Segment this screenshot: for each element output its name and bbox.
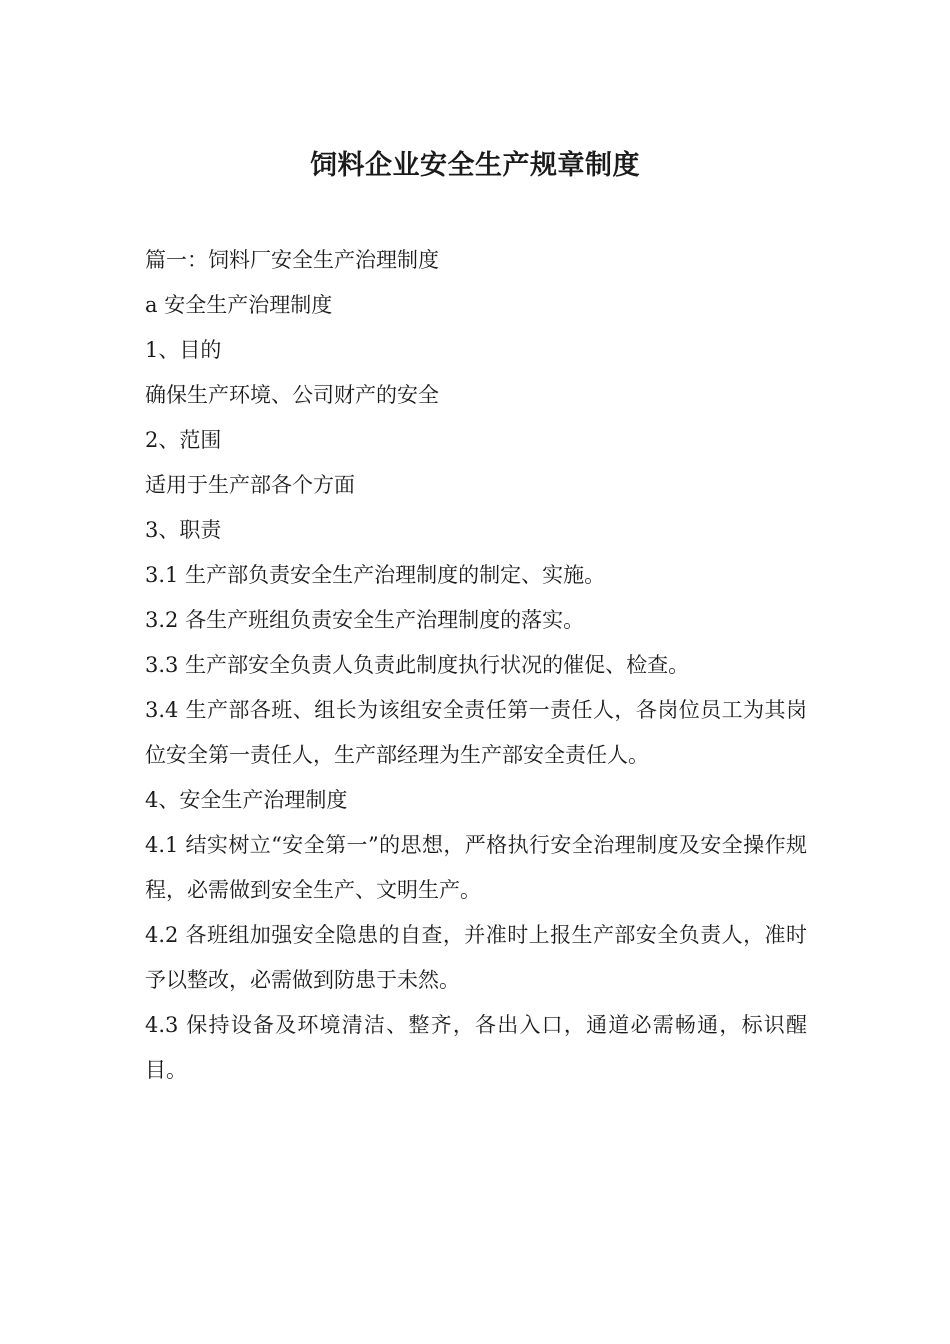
paragraph-item-1-text: 确保生产环境、公司财产的安全 bbox=[145, 383, 439, 407]
paragraph-item-2-heading: 2、范围 bbox=[145, 428, 222, 452]
paragraph-item-4-2: 4.2 各班组加强安全隐患的自查，并准时上报生产部安全负责人，准时予以整改，必需做到防患于未然。 bbox=[145, 923, 807, 992]
paragraph-item-3-4: 3.4 生产部各班、组长为该组安全责任第一责任人，各岗位员工为其岗位安全第一责任人，生产部经理为生产部安全责任人。 bbox=[145, 698, 807, 767]
paragraph-subheading: a 安全生产治理制度 bbox=[145, 293, 333, 317]
paragraph-item-3-heading: 3、职责 bbox=[145, 518, 222, 542]
document-title: 饲料企业安全生产规章制度 bbox=[310, 150, 640, 181]
paragraph-item-3-3: 3.3 生产部安全负责人负责此制度执行状况的催促、检查。 bbox=[145, 653, 690, 677]
paragraph-item-4-3: 4.3 保持设备及环境清洁、整齐，各出入口，通道必需畅通，标识醒目。 bbox=[145, 1013, 807, 1082]
paragraph-item-3-2: 3.2 各生产班组负责安全生产治理制度的落实。 bbox=[145, 608, 585, 632]
paragraph-item-4-heading: 4、安全生产治理制度 bbox=[145, 788, 348, 812]
document-body bbox=[145, 238, 807, 1093]
paragraph-item-2-text: 适用于生产部各个方面 bbox=[145, 473, 355, 497]
paragraph-item-1-heading: 1、目的 bbox=[145, 338, 222, 362]
paragraph-section-heading: 篇一：饲料厂安全生产治理制度 bbox=[145, 248, 439, 272]
paragraph-item-3-1: 3.1 生产部负责安全生产治理制度的制定、实施。 bbox=[145, 563, 606, 587]
paragraph-item-4-1: 4.1 结实树立“安全第一”的思想，严格执行安全治理制度及安全操作规程，必需做到安全生产、文明生产。 bbox=[145, 833, 807, 902]
